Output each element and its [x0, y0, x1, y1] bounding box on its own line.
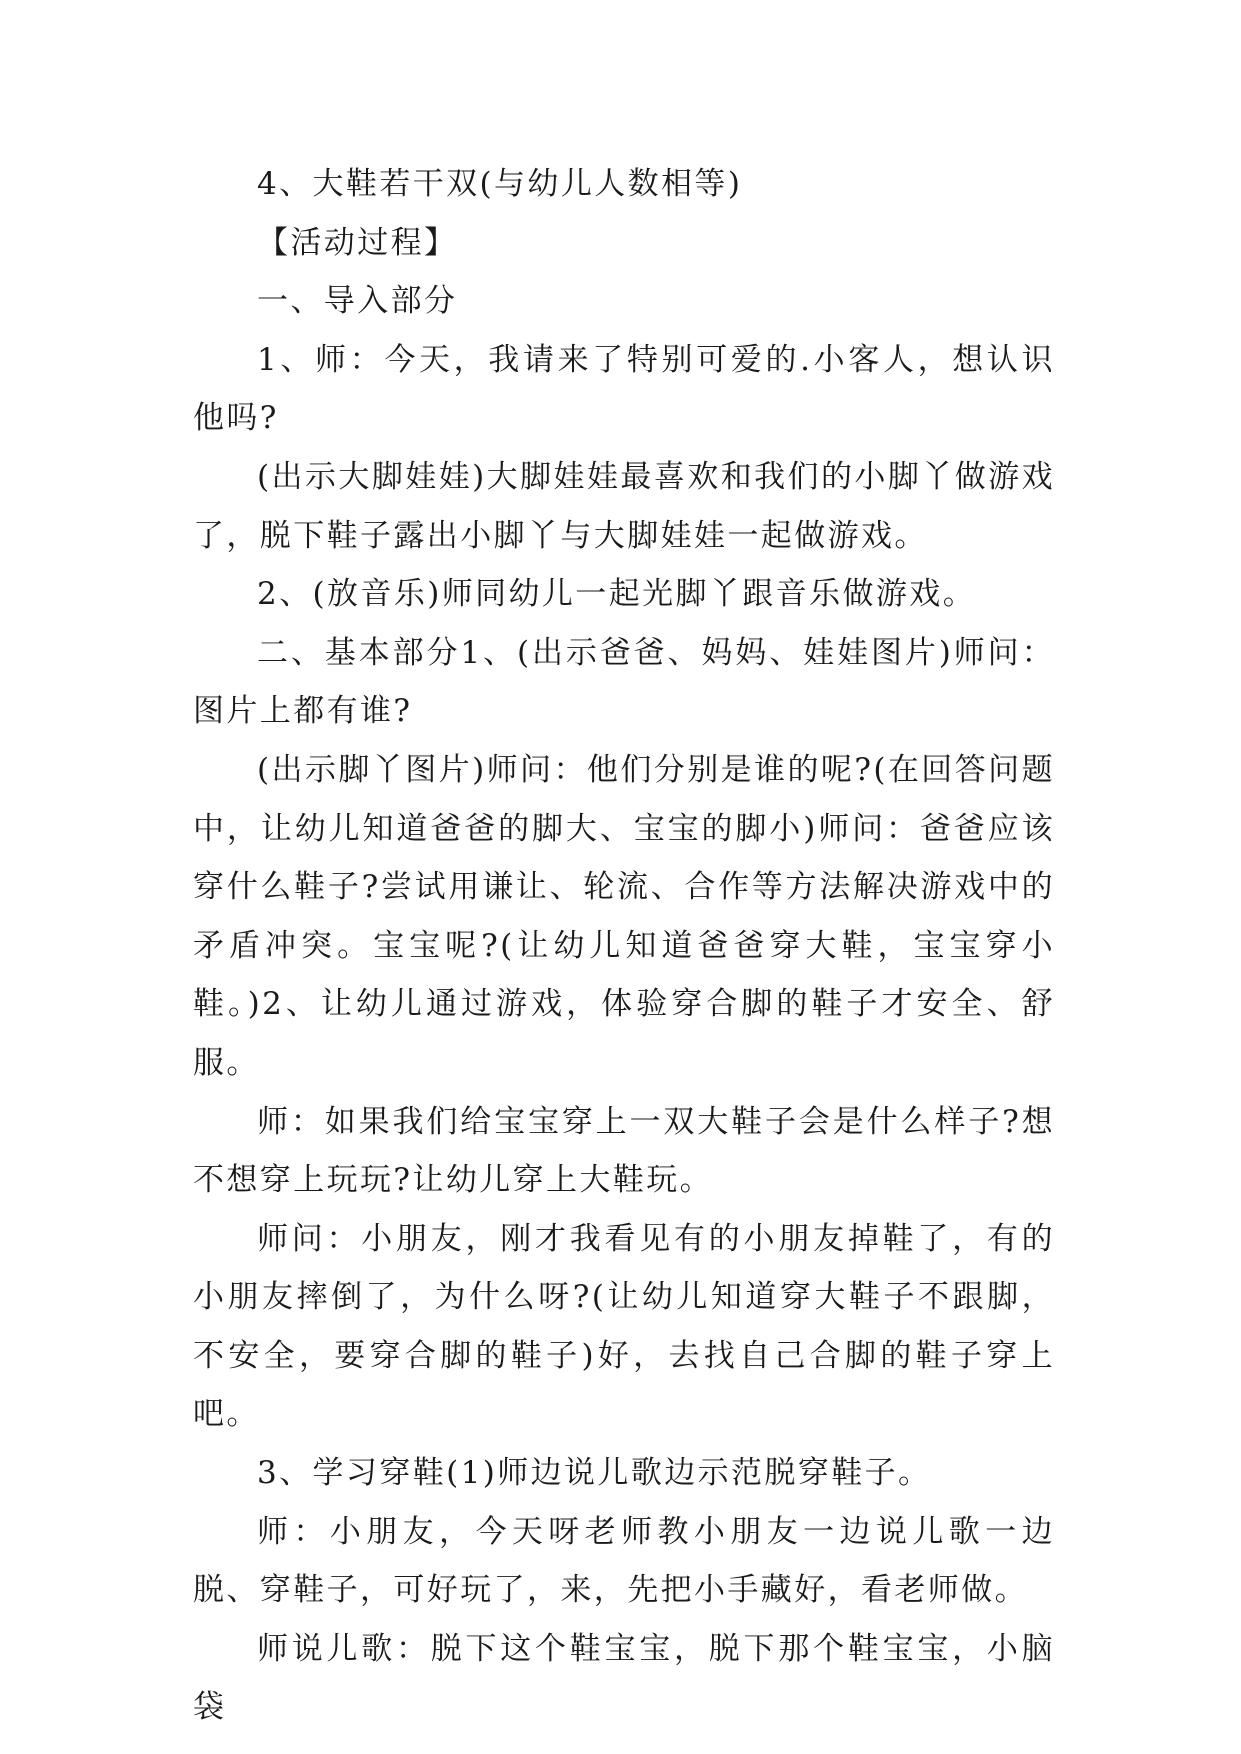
paragraph: 师问：小朋友，刚才我看见有的小朋友掉鞋了，有的小朋友摔倒了，为什么呀?(让幼儿知道穿大鞋子不跟脚，不安全，要穿合脚的鞋子)好，去找自己合脚的鞋子穿上吧。	[193, 1220, 1055, 1433]
document-body	[193, 155, 1055, 1737]
paragraph: 二、基本部分1、(出示爸爸、妈妈、娃娃图片)师问：图片上都有谁?	[193, 634, 1055, 730]
paragraph: 4、大鞋若干双(与幼儿人数相等)	[257, 166, 743, 202]
paragraph: 2、(放音乐)师同幼儿一起光脚丫跟音乐做游戏。	[257, 576, 977, 613]
paragraph: 【活动过程】	[257, 224, 458, 261]
paragraph: 1、师：今天，我请来了特别可爱的.小客人，想认识他吗?	[193, 341, 1055, 437]
paragraph: 一、导入部分	[257, 283, 458, 320]
paragraph: 3、学习穿鞋(1)师边说儿歌边示范脱穿鞋子。	[257, 1455, 932, 1492]
paragraph: 师：如果我们给宝宝穿上一双大鞋子会是什么样子?想不想穿上玩玩?让幼儿穿上大鞋玩。	[193, 1103, 1055, 1199]
paragraph: (出示脚丫图片)师问：他们分别是谁的呢?(在回答问题中，让幼儿知道爸爸的脚大、宝宝的脚小)师问：爸爸应该穿什么鞋子?尝试用谦让、轮流、合作等方法解决游戏中的矛盾冲突。宝宝呢?(让幼儿知道爸爸穿大鞋，宝宝穿小鞋。)2、让幼儿通过游戏，体验穿合脚的鞋子才安全、舒服。	[193, 751, 1055, 1081]
paragraph: 师：小朋友，今天呀老师教小朋友一边说儿歌一边脱、穿鞋子，可好玩了，来，先把小手藏好，看老师做。	[193, 1513, 1055, 1609]
paragraph: 师说儿歌：脱下这个鞋宝宝，脱下那个鞋宝宝，小脑袋	[193, 1630, 1055, 1726]
paragraph: (出示大脚娃娃)大脚娃娃最喜欢和我们的小脚丫做游戏了，脱下鞋子露出小脚丫与大脚娃娃一起做游戏。	[193, 458, 1055, 554]
